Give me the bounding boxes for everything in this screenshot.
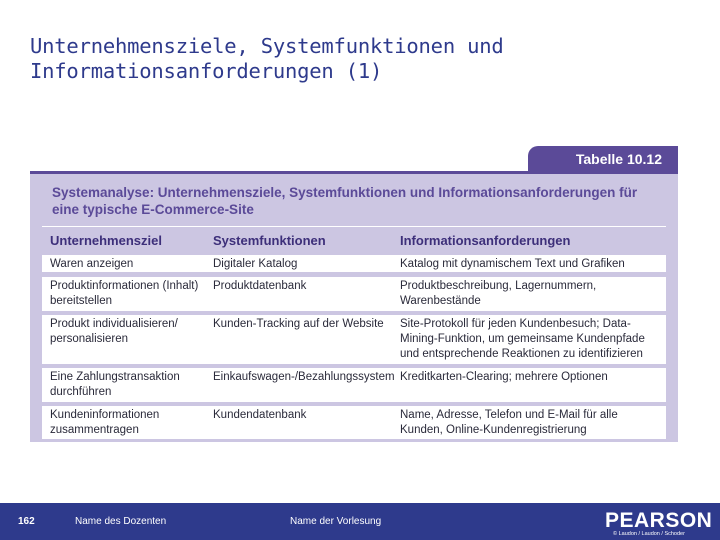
table-cell: Produktdatenbank <box>213 280 307 292</box>
table-cell: Eine Zahlungstransaktion durchführen <box>50 371 180 398</box>
table-row <box>42 255 666 272</box>
slide-title-line-1: Unternehmensziele, Systemfunktionen und <box>30 34 504 58</box>
table-cell: Katalog mit dynamischem Text und Grafiken <box>400 258 625 270</box>
table-cell: Kundendatenbank <box>213 409 307 421</box>
column-header-goal: Unternehmensziel <box>50 233 162 248</box>
table-cell: Produktbeschreibung, Lagernummern, Warenbestände <box>400 280 597 307</box>
slide-title <box>30 34 680 84</box>
lecture-name: Name der Vorlesung <box>290 516 382 527</box>
page-number: 162 <box>18 516 35 527</box>
table-cell: Kunden-Tracking auf der Website <box>213 318 384 330</box>
table-cell: Kreditkarten-Clearing; mehrere Optionen <box>400 371 608 383</box>
slide-footer <box>0 503 720 540</box>
lecturer-name: Name des Dozenten <box>75 516 167 527</box>
table-number-label: Tabelle 10.12 <box>575 151 662 167</box>
table-row <box>42 368 666 402</box>
pearson-logo: PEARSON <box>605 509 713 532</box>
table-number-tab <box>528 146 678 172</box>
table-cell: Produktinformationen (Inhalt) bereitstellen <box>50 280 199 307</box>
table-row <box>42 277 666 311</box>
copyright-note: © Laudon / Laudon / Schoder <box>613 531 685 537</box>
table-cell: Waren anzeigen <box>50 258 134 270</box>
header-divider <box>42 226 666 227</box>
column-header-functions: Systemfunktionen <box>213 233 326 248</box>
table-cell: Name, Adresse, Telefon und E-Mail für alle Kunden, Online-Kundenregistrierung <box>400 409 618 436</box>
table-row <box>42 406 666 439</box>
table-cell: Produkt individualisieren/ personalisieren <box>50 318 178 345</box>
table-row <box>42 315 666 364</box>
table-cell: Digitaler Katalog <box>213 258 298 270</box>
table-cell: Kundeninformationen zusammentragen <box>50 409 160 436</box>
column-header-requirements: Informationsanforderungen <box>400 233 571 248</box>
table-cell: Site-Protokoll für jeden Kundenbesuch; Data-Mining-Funktion, um gemeinsame Kundenpfade und entsprechende Reaktionen zu identifizieren <box>400 318 645 360</box>
table-caption: Systemanalyse: Unternehmensziele, Systemfunktionen und Informationsanforderungen für eine typische E-Commerce-Site <box>52 185 638 217</box>
table-cell: Einkaufswagen-/Bezahlungssystem <box>213 371 395 383</box>
slide-title-line-2: Informationsanforderungen (1) <box>30 59 383 83</box>
